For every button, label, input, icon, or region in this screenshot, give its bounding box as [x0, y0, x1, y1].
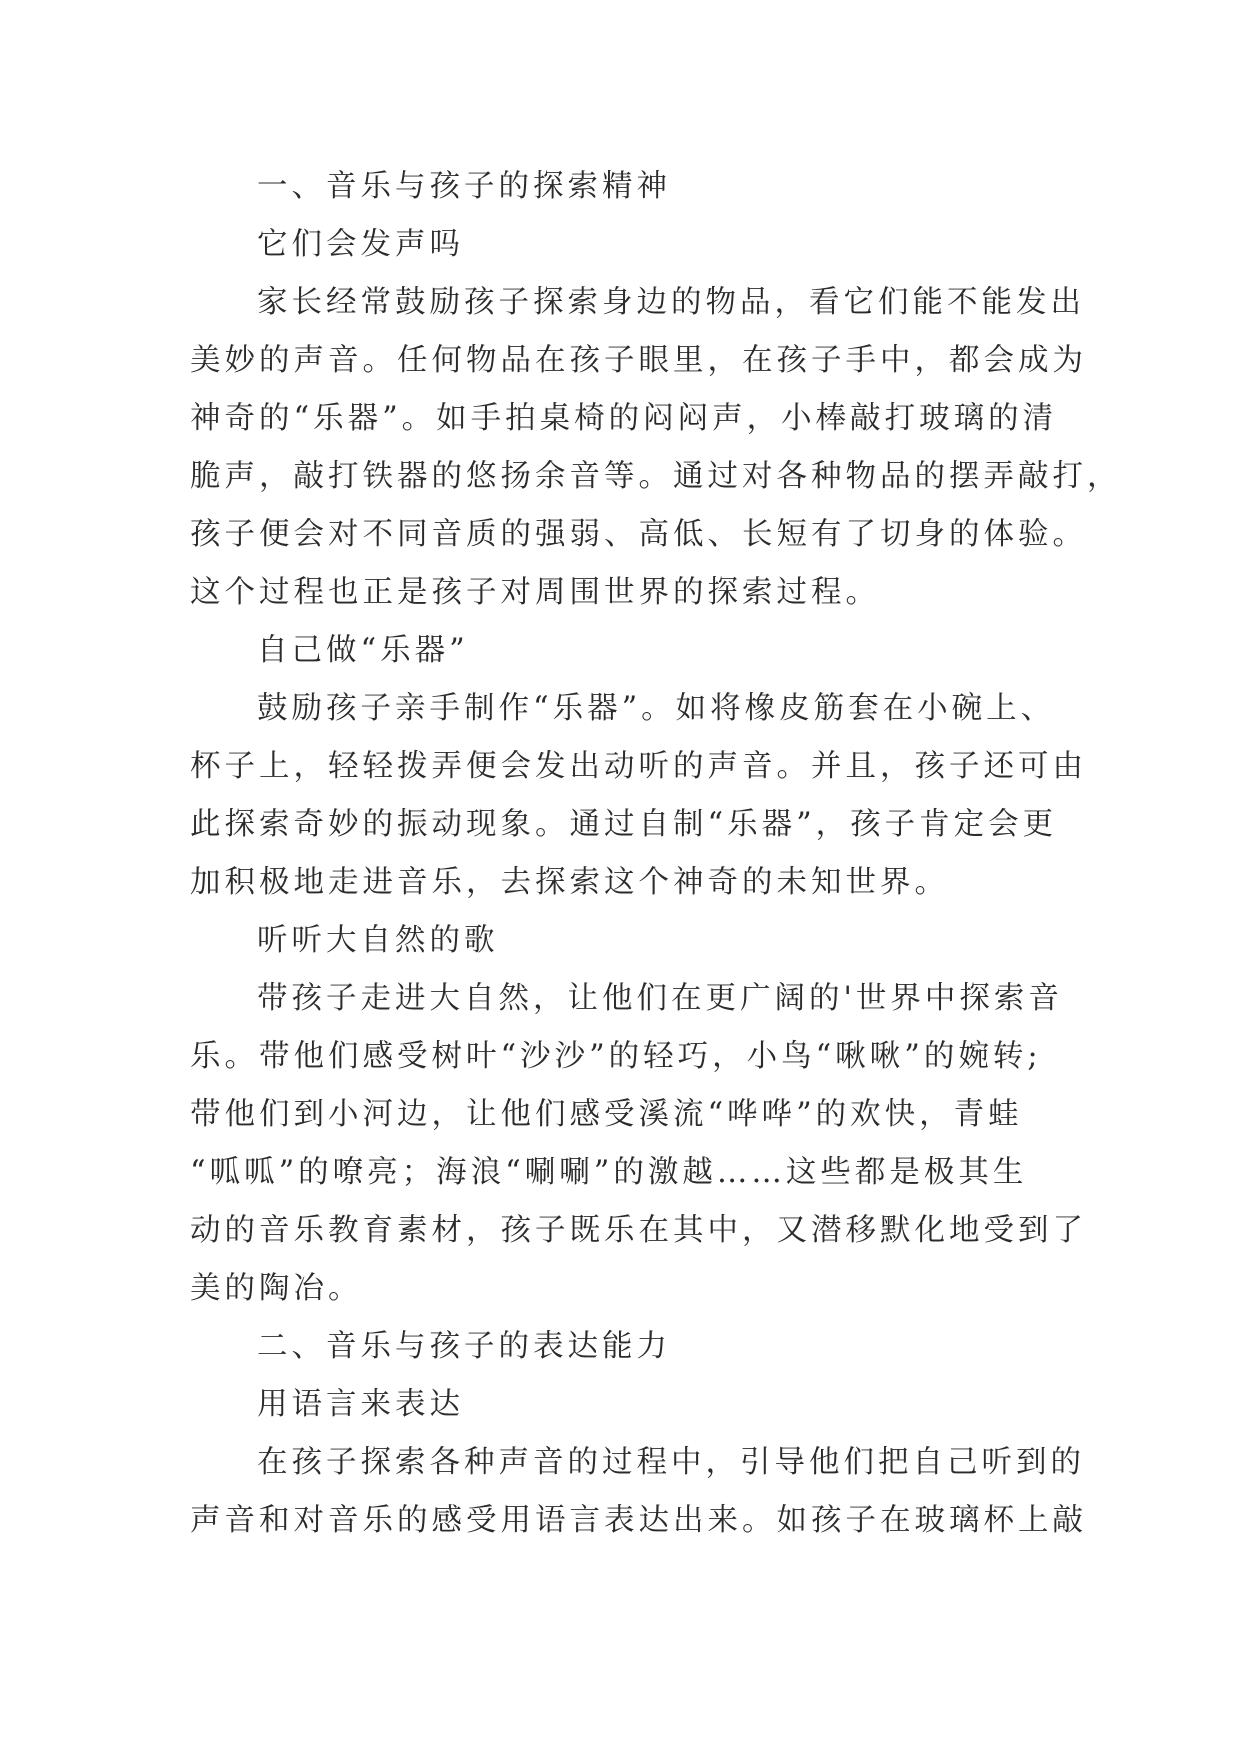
paragraph-line: [0, 509, 1241, 561]
text-line: 它们会发声吗: [257, 227, 464, 262]
text-line: 二、音乐与孩子的表达能力: [257, 1329, 671, 1364]
text-line: 美的陶冶。: [190, 1271, 363, 1306]
text-line: 在孩子探索各种声音的过程中，引导他们把自己听到的: [257, 1445, 1085, 1480]
paragraph-line: [0, 567, 1241, 619]
text-line: 这个过程也正是孩子对周围世界的探索过程。: [190, 575, 880, 610]
paragraph-line: [0, 683, 1241, 735]
paragraph-line: [0, 799, 1241, 851]
paragraph-line: [0, 451, 1241, 503]
subheading: [0, 625, 1241, 677]
text-line: 自己做“乐器”: [257, 633, 469, 668]
text-line: 孩子便会对不同音质的强弱、高低、长短有了切身的体验。: [190, 517, 1087, 552]
paragraph-line: [0, 277, 1241, 329]
text-line: 带孩子走进大自然，让他们在更广阔的'世界中探索音: [257, 981, 1063, 1016]
paragraph-line: [0, 393, 1241, 445]
section-heading: [0, 1321, 1241, 1373]
text-line: 神奇的“乐器”。如手拍桌椅的闷闷声，小棒敲打玻璃的清: [190, 401, 1058, 436]
paragraph-line: [0, 1263, 1241, 1315]
paragraph-line: [0, 857, 1241, 909]
paragraph-line: [0, 1495, 1241, 1547]
text-line: 家长经常鼓励孩子探索身边的物品，看它们能不能发出: [257, 285, 1085, 320]
text-line: “呱呱”的嘹亮；海浪“唰唰”的激越……这些都是极其生: [190, 1155, 1028, 1190]
text-line: 乐。带他们感受树叶“沙沙”的轻巧，小鸟“啾啾”的婉转;: [190, 1039, 1042, 1074]
paragraph-line: [0, 1205, 1241, 1257]
text-line: 动的音乐教育素材，孩子既乐在其中，又潜移默化地受到了: [190, 1213, 1087, 1248]
text-line: 脆声，敲打铁器的悠扬余音等。通过对各种物品的摆弄敲打，: [190, 459, 1122, 494]
text-line: 用语言来表达: [257, 1387, 464, 1422]
paragraph-line: [0, 1089, 1241, 1141]
text-line: 美妙的声音。任何物品在孩子眼里，在孩子手中，都会成为: [190, 343, 1087, 378]
text-line: 声音和对音乐的感受用语言表达出来。如孩子在玻璃杯上敲: [190, 1503, 1087, 1538]
text-line: 加积极地走进音乐，去探索这个神奇的未知世界。: [190, 865, 949, 900]
text-line: 听听大自然的歌: [257, 923, 499, 958]
paragraph-line: [0, 1031, 1241, 1083]
subheading: [0, 219, 1241, 271]
text-line: 鼓励孩子亲手制作“乐器”。如将橡皮筋套在小碗上、: [257, 691, 1056, 726]
subheading: [0, 915, 1241, 967]
text-line: 此探索奇妙的振动现象。通过自制“乐器”，孩子肯定会更: [190, 807, 1058, 842]
text-line: 一、音乐与孩子的探索精神: [257, 169, 671, 204]
paragraph-line: [0, 741, 1241, 793]
paragraph-line: [0, 973, 1241, 1025]
subheading: [0, 1379, 1241, 1431]
paragraph-line: [0, 1437, 1241, 1489]
section-heading: [0, 161, 1241, 213]
text-line: 杯子上，轻轻拨弄便会发出动听的声音。并且，孩子还可由: [190, 749, 1087, 784]
paragraph-line: [0, 335, 1241, 387]
paragraph-line: [0, 1147, 1241, 1199]
text-line: 带他们到小河边，让他们感受溪流“哗哗”的欢快，青蛙: [190, 1097, 1023, 1132]
